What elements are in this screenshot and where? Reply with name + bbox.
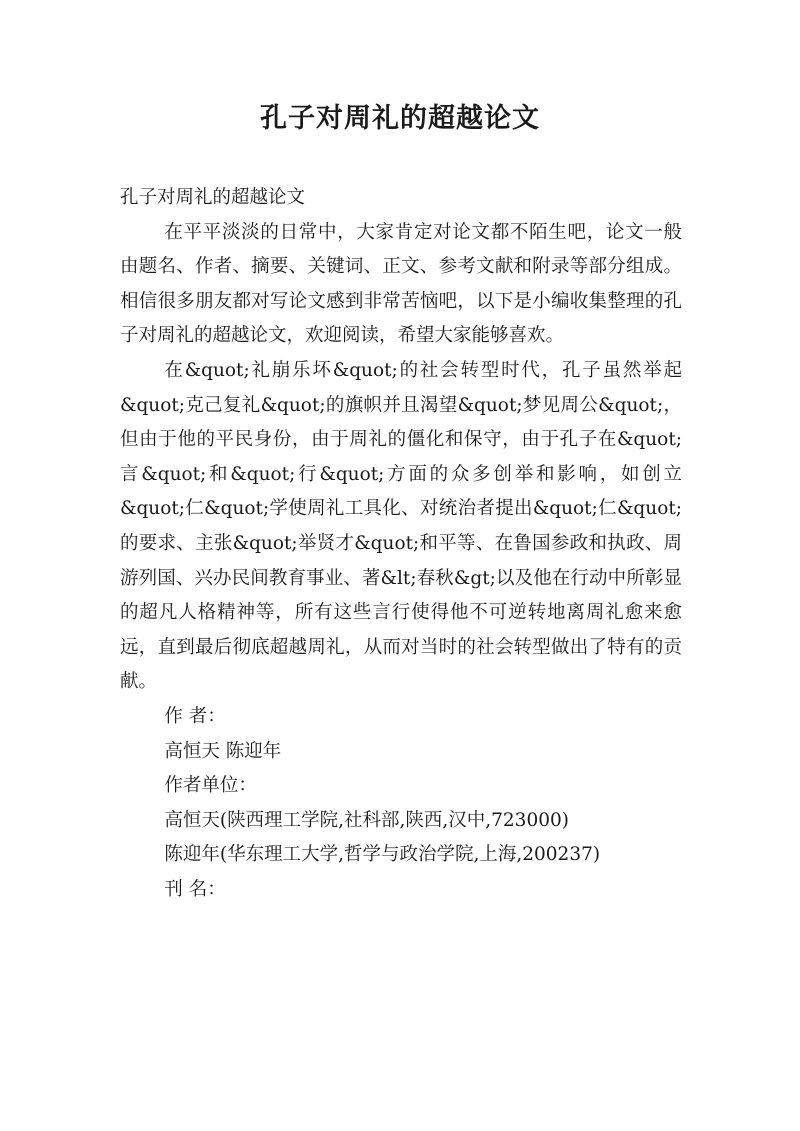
abstract-paragraph: 在&quot;礼崩乐坏&quot;的社会转型时代，孔子虽然举起&quot;克己复礼&quot;的旗帜并且渴望&quot;梦见周公&quot;，但由于他的平民身份，由于周礼的僵化和保守，由于孔子在&quot;言&quot;和&quot;行&quot;方面的众多创举和影响，如创立&quot;仁&quot;学使周礼工具化、对统治者提出&quot;仁&quot;的要求、主张&quot;举贤才&quot;和平等、在鲁国参政和执政、周游列国、兴办民间教育事业、著&lt;春秋&gt;以及他在行动中所彰显的超凡人格精神等，所有这些言行使得他不可逆转地离周礼愈来愈远，直到最后彻底超越周礼，从而对当时的社会转型做出了特有的贡献。 — [120, 359, 682, 693]
affiliation-line-1: 高恒天(陕西理工学院,社科部,陕西,汉中,723000) — [164, 809, 569, 831]
affiliation-line-2: 陈迎年(华东理工大学,哲学与政治学院,上海,200237) — [164, 844, 601, 866]
document-body — [120, 181, 682, 907]
affiliation-label: 作者单位： — [164, 775, 257, 797]
document-title: 孔子对周礼的超越论文 — [260, 103, 540, 134]
author-names: 高恒天 陈迎年 — [164, 740, 282, 762]
journal-label: 刊 名： — [164, 878, 226, 900]
author-label: 作 者： — [164, 705, 226, 727]
subtitle: 孔子对周礼的超越论文 — [120, 187, 306, 208]
intro-paragraph: 在平平淡淡的日常中，大家肯定对论文都不陌生吧，论文一般由题名、作者、摘要、关键词、正文、参考文献和附录等部分组成。相信很多朋友都对写论文感到非常苦恼吧，以下是小编收集整理的孔子对周礼的超越论文，欢迎阅读，希望大家能够喜欢。 — [120, 221, 682, 347]
